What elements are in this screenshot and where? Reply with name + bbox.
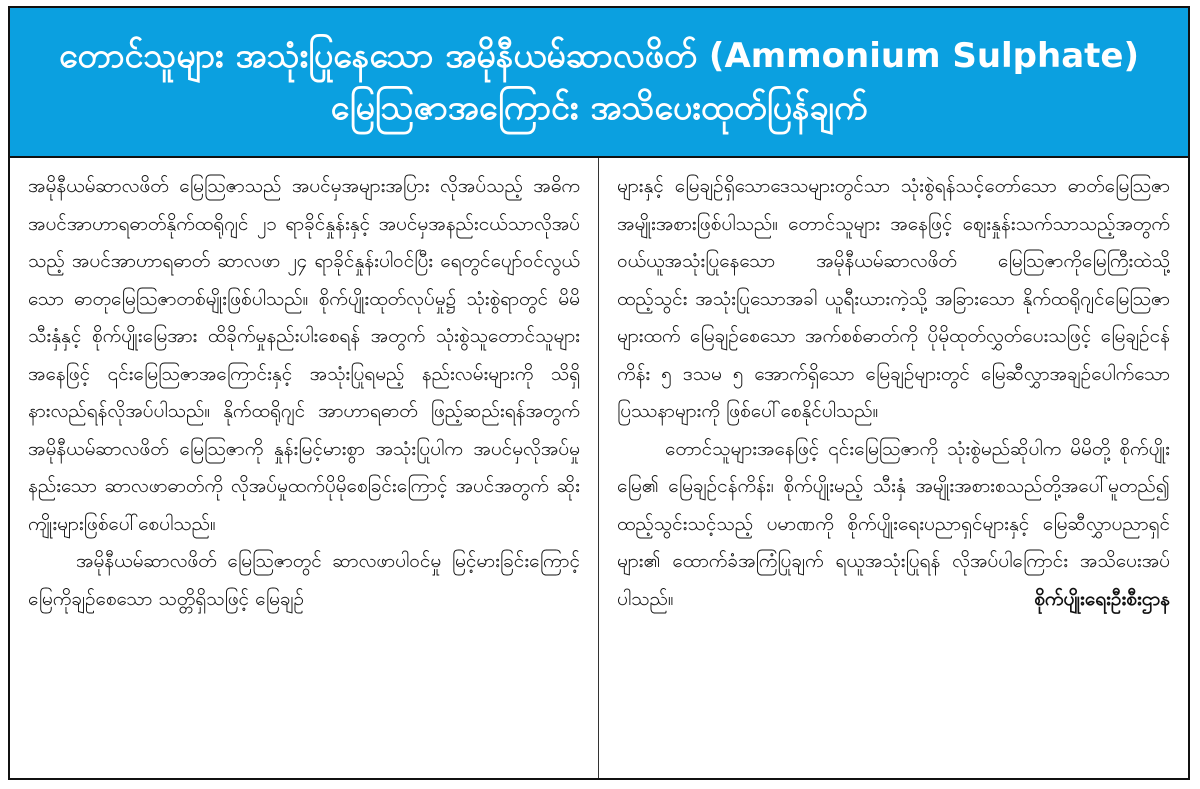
right-paragraph-1: များနှင့် မြေချဉ်ရှိသောဒေသများတွင်သာ သုံးစွဲရန်သင့်တော်သော ဓာတ်မြေသြဇာ အမျိုးအစားဖြစ်ပါသည်။ တောင်သူများ အနေဖြင့် ဈေးနှုန်းသက်သာသည့်အတွက် ဝယ်ယူအသုံးပြုနေသော အမိုနီယမ်ဆာလဖိတ် မြေသြဇာကိုမြေကြီးထဲသို့ ထည့်သွင်း အသုံးပြုသောအခါ ယူရီးယားကဲ့သို့ အခြားသော နိုက်ထရိုဂျင်မြေသြဇာများထက် မြေချဉ်စေသော အက်စစ်ဓာတ်ကို ပိုမိုထုတ်လွှတ်ပေးသဖြင့် မြေချဉ်ငန်ကိန်း ၅ ဒသမ ၅ အောက်ရှိသော မြေချဉ်များတွင် မြေဆီလွှာအချဉ်ပေါက်သော ပြဿနာများကို ဖြစ်ပေါ်စေနိုင်ပါသည်။ — [617, 175, 1170, 422]
right-paragraph-2 — [617, 431, 1170, 619]
title-line-2: မြေသြဇာအကြောင်း အသိပေးထုတ်ပြန်ချက် — [330, 88, 868, 128]
left-paragraph-2: အမိုနီယမ်ဆာလဖိတ် မြေသြဇာတွင် ဆာလဖာပါဝင်မှု မြင့်မားခြင်းကြောင့် မြေကိုချဉ်စေသော သတ္တိရှိသဖြင့် မြေချဉ် — [28, 550, 580, 610]
right-paragraph-2-text: တောင်သူများအနေဖြင့် ၎င်းမြေသြဇာကို သုံးစွဲမည်ဆိုပါက မိမိတို့ စိုက်ပျိုးမြေ၏ မြေချဉ်ငန်ကိန်း၊ စိုက်ပျိုးမည့် သီးနှံ အမျိုးအစားစသည်တို့အပေါ်မူတည်၍ ထည့်သွင်းသင့်သည့် ပမာဏကို စိုက်ပျိုးရေးပညာရှင်များနှင့် မြေဆီလွှာပညာရှင်များ၏ ထောက်ခံအကြံပြုချက် ရယူအသုံးပြုရန် လိုအပ်ပါကြောင်း အသိပေးအပ်ပါသည်။ — [617, 437, 1170, 610]
title-line-1: တောင်သူများ အသုံးပြုနေသော အမိုနီယမ်ဆာလဖိတ် (Ammonium Sulphate) — [58, 36, 1140, 76]
title-banner — [10, 8, 1188, 158]
left-paragraph-1: အမိုနီယမ်ဆာလဖိတ် မြေသြဇာသည် အပင်မှအများအပြား လိုအပ်သည့် အဓိက အပင်အာဟာရဓာတ်နိုက်ထရိုဂျင် ၂၁ ရာခိုင်နှုန်းနှင့် အပင်မှအနည်းငယ်သာလိုအပ်သည့် အပင်အာဟာရဓာတ် ဆာလဖာ ၂၄ ရာခိုင်နှုန်းပါဝင်ပြီး ရေတွင်ပျော်ဝင်လွယ်သော ဓာတုမြေသြဇာတစ်မျိုးဖြစ်ပါသည်။ စိုက်ပျိုးထုတ်လုပ်မှု၌ သုံးစွဲရာတွင် မိမိသီးနှံနှင့် စိုက်ပျိုးမြေအား ထိခိုက်မှုနည်းပါးစေရန် အတွက် သုံးစွဲသူတောင်သူများအနေဖြင့် ၎င်းမြေသြဇာအကြောင်းနှင့် အသုံးပြုရမည့် နည်းလမ်းများကို သိရှိ နားလည်ရန်လိုအပ်ပါသည်။ နိုက်ထရိုဂျင် အာဟာရဓာတ် ဖြည့်ဆည်းရန်အတွက် အမိုနီယမ်ဆာလဖိတ် မြေသြဇာကို နှုန်းမြင့်မားစွာ အသုံးပြုပါက အပင်မှလိုအပ်မှုနည်းသော ဆာလဖာဓာတ်ကို လိုအပ်မှုထက်ပိုမိုစေခြင်းကြောင့် အပင်အတွက် ဆိုးကျိုးများဖြစ်ပေါ်စေပါသည်။ — [28, 175, 580, 535]
right-column — [599, 158, 1188, 778]
notice-frame — [8, 6, 1190, 780]
body-columns — [10, 158, 1188, 778]
signature: စိုက်ပျိုးရေးဦးစီးဌာန — [1034, 587, 1170, 610]
left-column — [10, 158, 599, 778]
